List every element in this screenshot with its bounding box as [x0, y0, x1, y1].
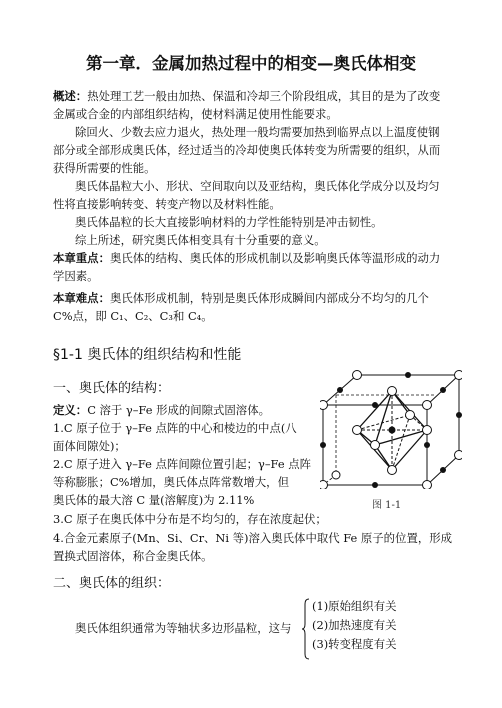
overview-label: 概述： [53, 89, 88, 103]
overview-line: 奥氏体晶粒的长大直接影响材料的力学性能特别是冲击韧性。 [75, 215, 383, 229]
chapter-title: 第一章．金属加热过程中的相变—奥氏体相变 [86, 54, 416, 73]
overview-line: 奥氏体晶粒大小、形状、空间取向以及亚结构，奥氏体化学成分以及均匀 [75, 179, 440, 193]
overview-line: 综上所述，研究奥氏体相变具有十分重要的意义。 [75, 233, 326, 247]
structure-factor-item: (1)原始组织有关 [312, 599, 397, 613]
structure-factor-item: (3)转变程度有关 [312, 637, 397, 651]
key-points-label: 本章重点： [53, 251, 110, 265]
definition-line: 2.C 原子进入 γ–Fe 点阵间隙位置引起；γ–Fe 点阵 [53, 457, 311, 471]
definition-paragraph [53, 403, 270, 417]
definition-label: 定义： [53, 403, 88, 417]
difficulties-label: 本章难点： [53, 291, 110, 305]
subsection-heading-structure: 一、奥氏体的结构： [53, 381, 171, 396]
overview-line: 除回火、少数去应力退火，热处理一般均需要加热到临界点以上温度使钢 [75, 125, 440, 139]
definition-line: 置换式固溶体，称合金奥氏体。 [53, 549, 213, 563]
definition-line: 奥氏体的最大溶 C 量(溶解度)为 2.11% [53, 493, 255, 507]
figure-caption: 图 1-1 [372, 500, 402, 511]
overview-line: 部分或全部形成奥氏体，经过适当的冷却使奥氏体转变为所需要的组织，从而 [53, 143, 441, 157]
overview-paragraph [53, 89, 440, 103]
definition-line: 面体间隙处)； [53, 439, 126, 453]
austenite-unit-cell-figure [320, 367, 462, 489]
definition-line: 等称膨胀；C%增加，奥氏体点阵常数增大，但 [53, 475, 289, 489]
overview-line: 性将直接影响转变、转变产物以及材料性能。 [53, 197, 281, 211]
structure-factor-item: (2)加热速度有关 [312, 618, 397, 632]
key-points-line: 学因素。 [53, 269, 99, 283]
structure-sentence: 奥氏体组织通常为等轴状多边形晶粒，这与 [75, 621, 292, 635]
key-points-line: 奥氏体的结构、奥氏体的形成机制以及影响奥氏体等温形成的动力 [109, 251, 441, 265]
difficulties-line: C%点，即 C₁、C₂、C₃和 C₄。 [53, 309, 213, 323]
definition-line: 1.C 原子位于 γ–Fe 点阵的中心和棱边的中点(八 [53, 421, 297, 435]
difficulties-line: 奥氏体形成机制，特别是奥氏体形成瞬间内部成分不均匀的几个 [109, 291, 429, 305]
overview-line: 热处理工艺一般由加热、保温和冷却三个阶段组成，其目的是为了改变 [87, 89, 441, 103]
key-points-paragraph [53, 251, 440, 265]
overview-line: 获得所需要的性能。 [53, 161, 156, 175]
subsection-heading-organization: 二、奥氏体的组织： [53, 576, 171, 591]
definition-line: 3.C 原子在奥氏体中分布是不均匀的，存在浓度起伏； [53, 512, 327, 526]
definition-line: C 溶于 γ–Fe 形成的间隙式固溶体。 [87, 403, 270, 417]
curly-brace [302, 598, 310, 660]
section-heading: §1-1 奥氏体的组织结构和性能 [53, 347, 242, 363]
definition-line: 4.合金元素原子(Mn、Si、Cr、Ni 等)溶入奥氏体中取代 Fe 原子的位置，形成 [53, 531, 453, 545]
overview-line: 金属或合金的内部组织结构，使材料满足使用性能要求。 [53, 107, 338, 121]
difficulties-paragraph [53, 291, 429, 305]
